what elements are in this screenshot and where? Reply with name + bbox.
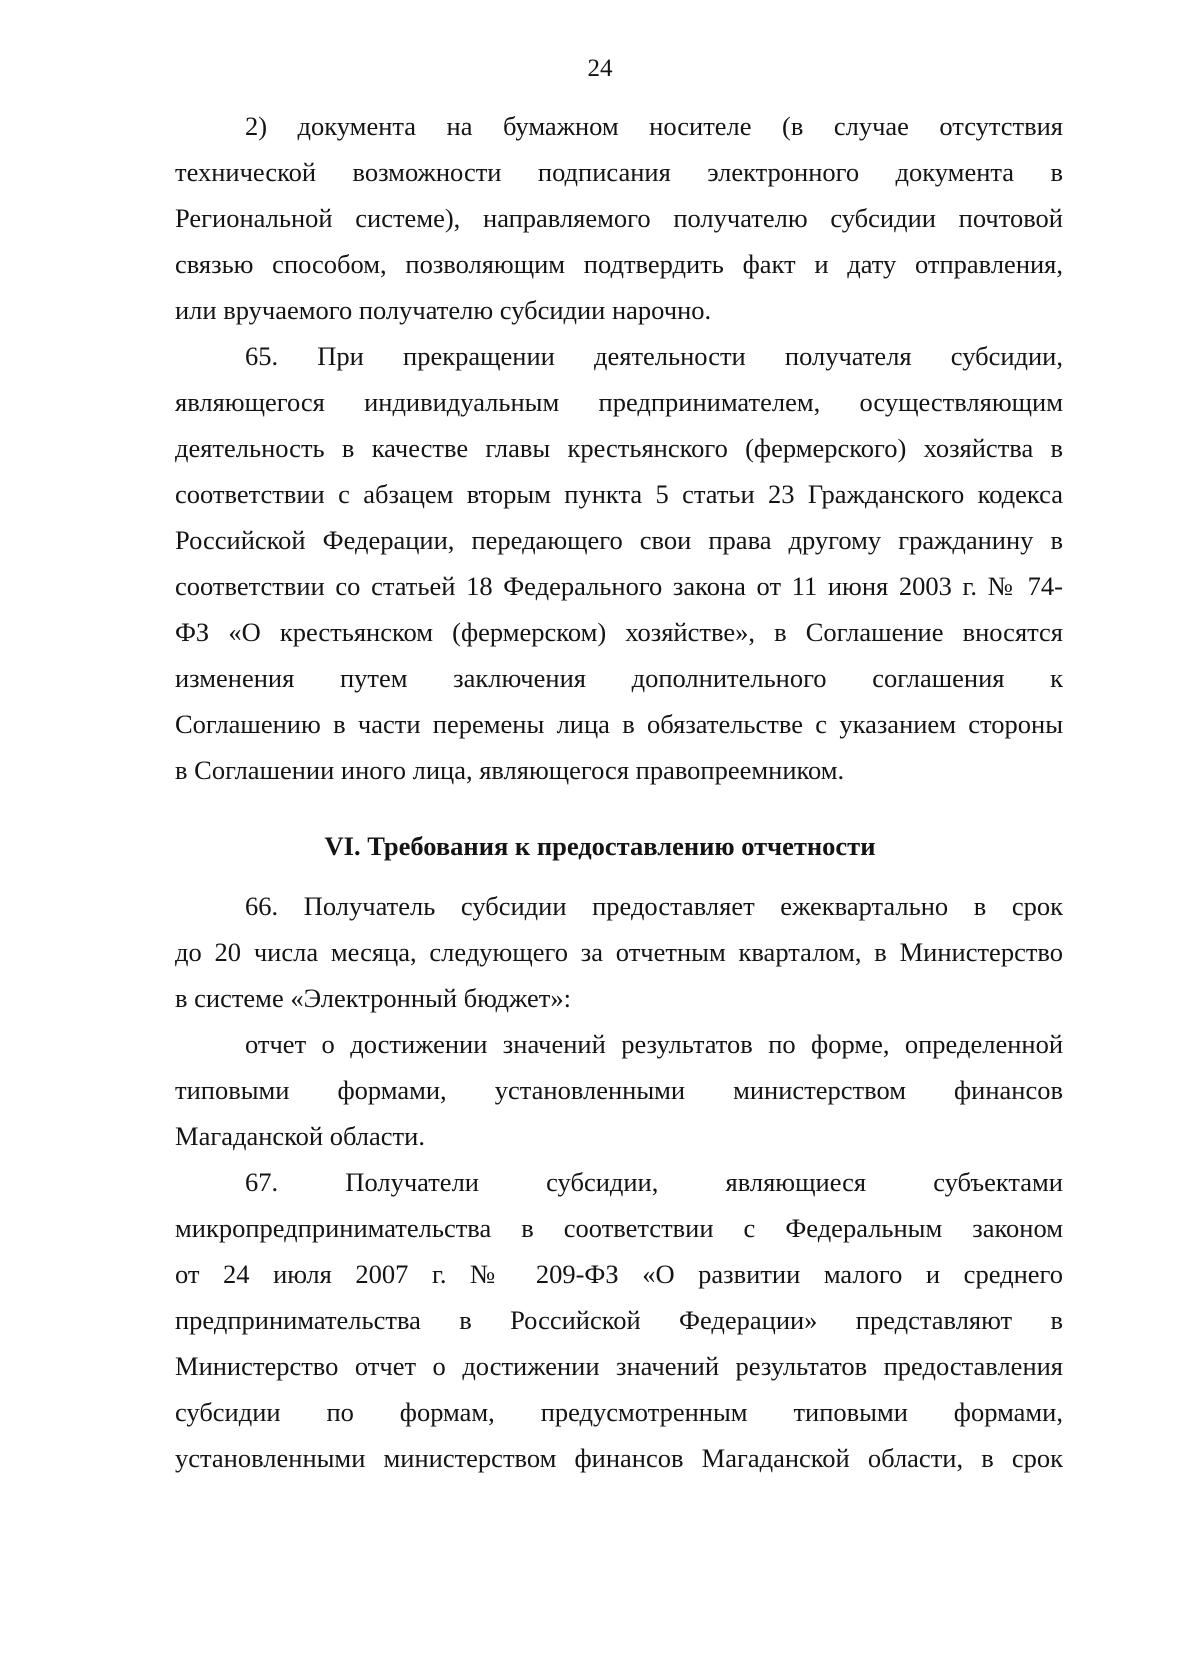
text-line: связью способом, позволяющим подтвердить факт и дату отправления, <box>175 249 1063 279</box>
text-line: 65. При прекращении деятельности получателя субсидии, <box>245 341 1063 371</box>
text-line: являющегося индивидуальным предпринимателем, осуществляющим <box>175 387 1063 417</box>
text-line: соответствии со статьей 18 Федерального закона от 11 июня 2003 г. № 74- <box>175 571 1063 601</box>
text-line: изменения путем заключения дополнительного соглашения к <box>175 663 1063 693</box>
text-line: технической возможности подписания электронного документа в <box>175 157 1063 187</box>
text-line: Магаданской области. <box>175 1121 425 1151</box>
text-line: типовыми формами, установленными министерством финансов <box>175 1075 1063 1105</box>
text-line: микропредпринимательства в соответствии с Федеральным законом <box>175 1213 1063 1243</box>
text-line: предпринимательства в Российской Федерации» представляют в <box>175 1305 1063 1335</box>
text-line: 67. Получатели субсидии, являющиеся субъектами <box>245 1167 1063 1197</box>
section-heading: VI. Требования к предоставлению отчетности <box>324 831 876 861</box>
text-line: отчет о достижении значений результатов по форме, определенной <box>245 1029 1063 1059</box>
text-line: Региональной системе), направляемого получателю субсидии почтовой <box>175 203 1063 233</box>
text-line: деятельность в качестве главы крестьянского (фермерского) хозяйства в <box>175 433 1063 463</box>
text-line: или вручаемого получателю субсидии нарочно. <box>175 295 712 325</box>
text-line: субсидии по формам, предусмотренным типовыми формами, <box>175 1397 1063 1427</box>
text-line: в Соглашении иного лица, являющегося правопреемником. <box>175 755 845 785</box>
text-line: установленными министерством финансов Магаданской области, в срок <box>175 1443 1063 1473</box>
text-line: соответствии с абзацем вторым пункта 5 статьи 23 Гражданского кодекса <box>175 479 1063 509</box>
page-number: 24 <box>587 55 613 82</box>
text-line: 2) документа на бумажном носителе (в случае отсутствия <box>245 111 1063 141</box>
text-line: Соглашению в части перемены лица в обязательстве с указанием стороны <box>175 709 1063 739</box>
text-line: Российской Федерации, передающего свои права другому гражданину в <box>175 525 1063 555</box>
text-line: Министерство отчет о достижении значений результатов предоставления <box>175 1351 1063 1381</box>
text-line: от 24 июля 2007 г. № 209-ФЗ «О развитии малого и среднего <box>175 1259 1063 1289</box>
text-line: до 20 числа месяца, следующего за отчетным кварталом, в Министерство <box>175 937 1063 967</box>
text-line: ФЗ «О крестьянском (фермерском) хозяйстве», в Соглашение вносятся <box>175 617 1063 647</box>
text-line: 66. Получатель субсидии предоставляет ежеквартально в срок <box>245 891 1063 921</box>
text-line: в системе «Электронный бюджет»: <box>175 983 571 1013</box>
